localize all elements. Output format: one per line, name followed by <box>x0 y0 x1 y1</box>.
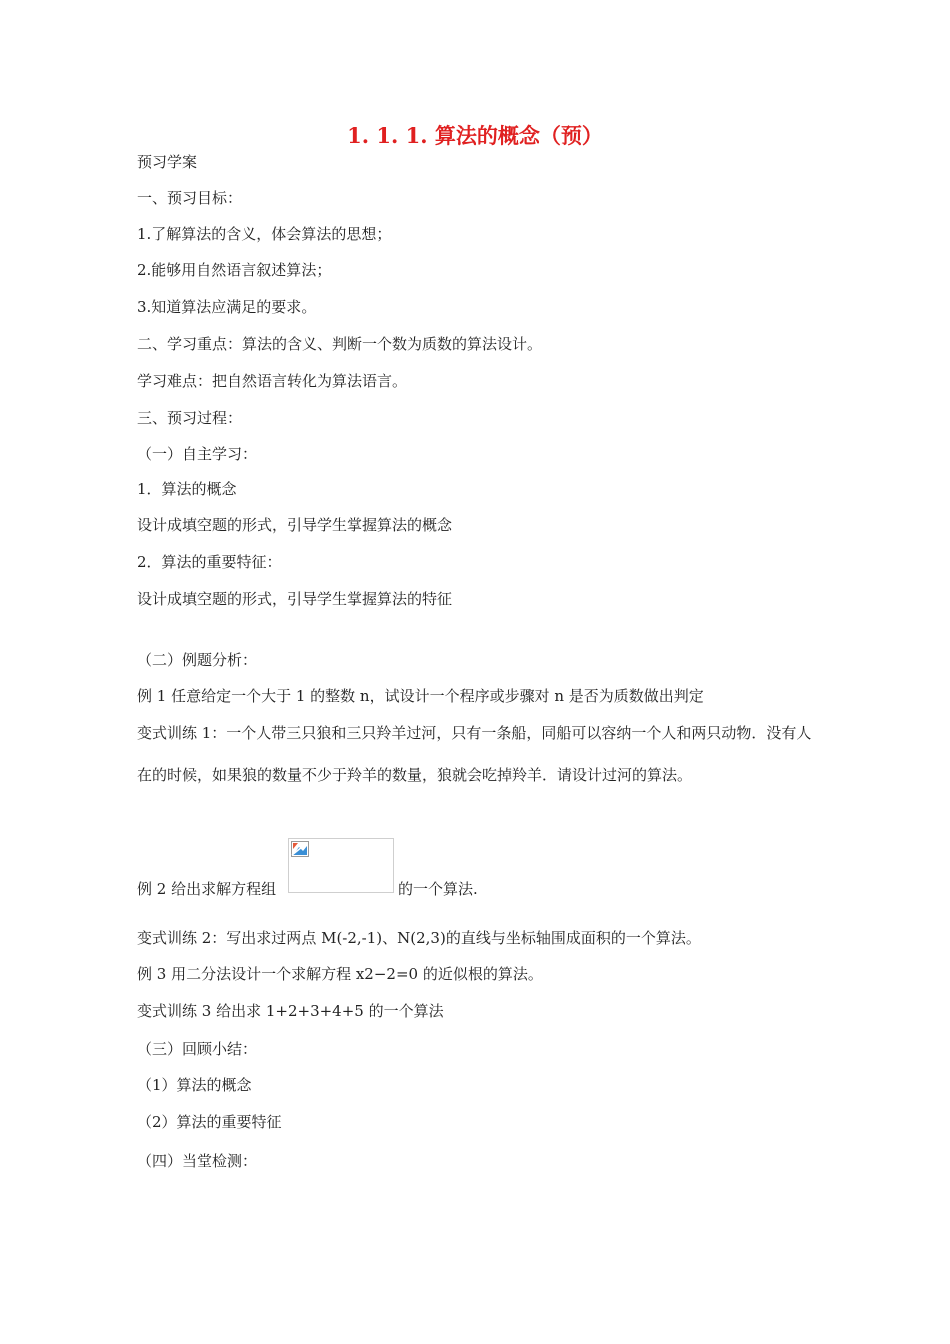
line-preview-plan: 预习学案 <box>137 153 198 171</box>
line-difficulty: 学习难点：把自然语言转化为算法语言。 <box>137 372 408 390</box>
line-concept: 1．算法的概念 <box>137 480 237 498</box>
line-example-2-head: 例 2 给出求解方程组 <box>137 880 277 898</box>
line-variant-1: 变式训练 1：一个人带三只狼和三只羚羊过河，只有一条船，同船可以容纳一个人和两只动物．没有人在的时候，如果狼的数量不少于羚羊的数量，狼就会吃掉羚羊．请设计过河的算法。 <box>137 724 812 784</box>
line-variant-3: 变式训练 3 给出求 1+2+3+4+5 的一个算法 <box>137 1002 444 1020</box>
broken-image-icon <box>291 841 309 857</box>
line-self-study: （一）自主学习： <box>137 445 258 463</box>
line-section-3: 三、预习过程： <box>137 409 243 427</box>
line-test: （四）当堂检测： <box>137 1152 258 1170</box>
line-goal-3: 3.知道算法应满足的要求。 <box>137 298 317 316</box>
line-examples: （二）例题分析： <box>137 651 258 669</box>
line-goal-1: 1.了解算法的含义，体会算法的思想； <box>137 225 392 243</box>
line-review-2: （2）算法的重要特征 <box>137 1113 282 1131</box>
line-goal-2: 2.能够用自然语言叙述算法； <box>137 261 332 279</box>
line-concept-desc: 设计成填空题的形式，引导学生掌握算法的概念 <box>137 516 453 534</box>
equation-image <box>288 838 394 893</box>
doc-title: 1. 1. 1. 算法的概念（预） <box>347 123 603 148</box>
line-features: 2．算法的重要特征： <box>137 553 282 571</box>
line-review: （三）回顾小结： <box>137 1040 258 1058</box>
line-features-desc: 设计成填空题的形式，引导学生掌握算法的特征 <box>137 590 453 608</box>
line-review-1: （1）算法的概念 <box>137 1076 252 1094</box>
line-variant-2: 变式训练 2：写出求过两点 M(-2,-1)、N(2,3)的直线与坐标轴围成面积的一个算法。 <box>137 929 701 947</box>
line-section-1: 一、预习目标： <box>137 189 243 207</box>
line-example-1: 例 1 任意给定一个大于 1 的整数 n，试设计一个程序或步骤对 n 是否为质数做出判定 <box>137 687 704 705</box>
line-section-2: 二、学习重点：算法的含义、判断一个数为质数的算法设计。 <box>137 335 543 353</box>
line-example-3: 例 3 用二分法设计一个求解方程 x2−2=0 的近似根的算法。 <box>137 965 543 983</box>
line-example-2-tail: 的一个算法. <box>398 880 478 898</box>
